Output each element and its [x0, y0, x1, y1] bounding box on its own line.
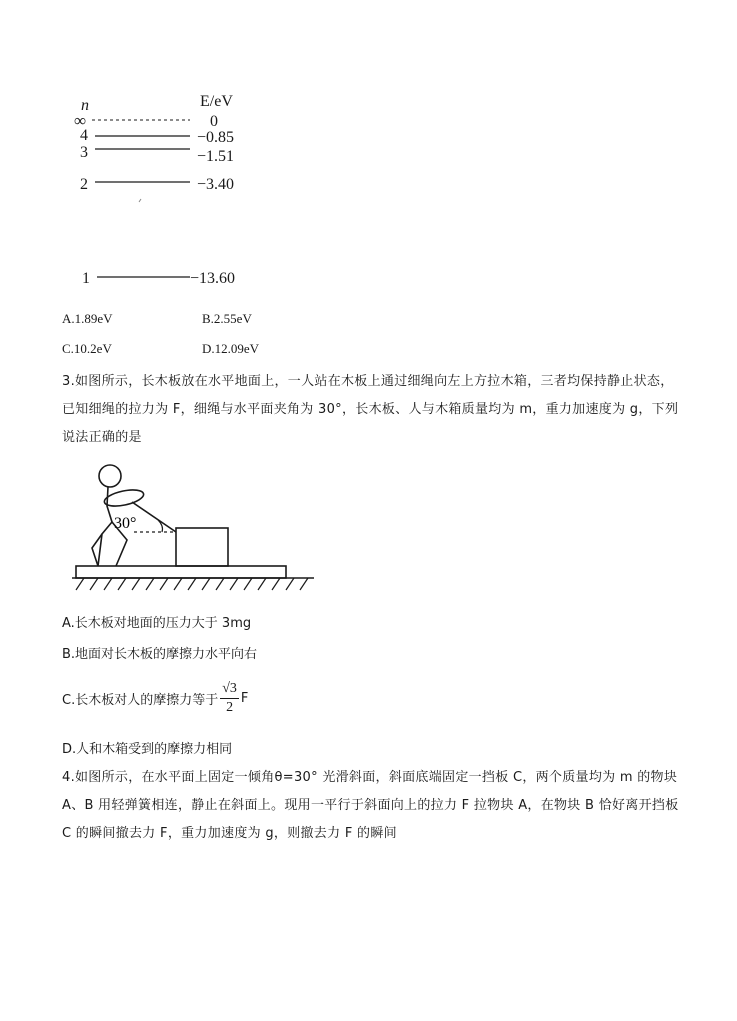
q3-option-d[interactable]: D.人和木箱受到的摩擦力相同	[62, 742, 233, 757]
q3-stem: 3.如图所示，长木板放在水平地面上，一人站在木板上通过细绳向左上方拉木箱，三者均保持静止状态，已知细绳的拉力为 F，细绳与水平面夹角为 30°，长木板、人与木箱质量均为 m，重力加速度为 g，下列说法正确的是	[62, 374, 679, 445]
q3-option-a[interactable]: A.长木板对地面的压力大于 3mg	[62, 616, 252, 631]
level-energy-1: −13.60	[190, 270, 236, 287]
scan-speck	[139, 199, 141, 202]
angle-label: 30°	[114, 515, 137, 532]
n-axis-label: n	[81, 97, 89, 114]
level-n-4: 4	[80, 127, 88, 144]
energy-level-diagram	[70, 88, 260, 298]
fraction-denominator: 2	[226, 700, 234, 715]
level-energy-2: −3.40	[197, 176, 235, 193]
level-energy-3: −1.51	[197, 148, 235, 165]
q2-option-a[interactable]: A.1.89eV	[62, 311, 113, 326]
q3-figure	[72, 462, 322, 594]
level-n-1: 1	[82, 270, 90, 287]
q3-option-c[interactable]	[62, 680, 248, 717]
level-n-2: 2	[80, 176, 88, 193]
q3-option-c-suffix: F	[240, 691, 249, 706]
q2-option-b[interactable]: B.2.55eV	[202, 311, 252, 326]
q3-option-b[interactable]: B.地面对长木板的摩擦力水平向右	[62, 647, 258, 662]
level-energy-inf: 0	[210, 113, 218, 130]
q3-option-c-prefix: C.长木板对人的摩擦力等于	[62, 693, 219, 708]
level-n-inf: ∞	[74, 111, 87, 130]
q2-option-c[interactable]: C.10.2eV	[62, 341, 112, 356]
energy-axis-label: E/eV	[200, 93, 233, 110]
long-board	[76, 566, 286, 578]
ground-hatching	[76, 578, 308, 590]
q4-stem: 4.如图所示，在水平面上固定一倾角θ=30° 光滑斜面，斜面底端固定一挡板 C，两个质量均为 m 的物块 A、B 用轻弹簧相连，静止在斜面上。现用一平行于斜面向上的拉力 F 拉物块 A，在物块 B 恰好离开挡板 C 的瞬间撤去力 F，重力加速度为 g，则撤去力 F 的瞬间	[62, 770, 679, 841]
q2-option-d[interactable]: D.12.09eV	[202, 341, 260, 356]
person-head	[99, 465, 121, 487]
level-energy-4: −0.85	[197, 129, 235, 146]
wooden-box	[176, 528, 228, 566]
fraction-numerator: √3	[220, 680, 239, 699]
level-n-3: 3	[80, 144, 88, 161]
rope	[132, 502, 176, 532]
sqrt3-over-2-fraction	[220, 680, 239, 717]
